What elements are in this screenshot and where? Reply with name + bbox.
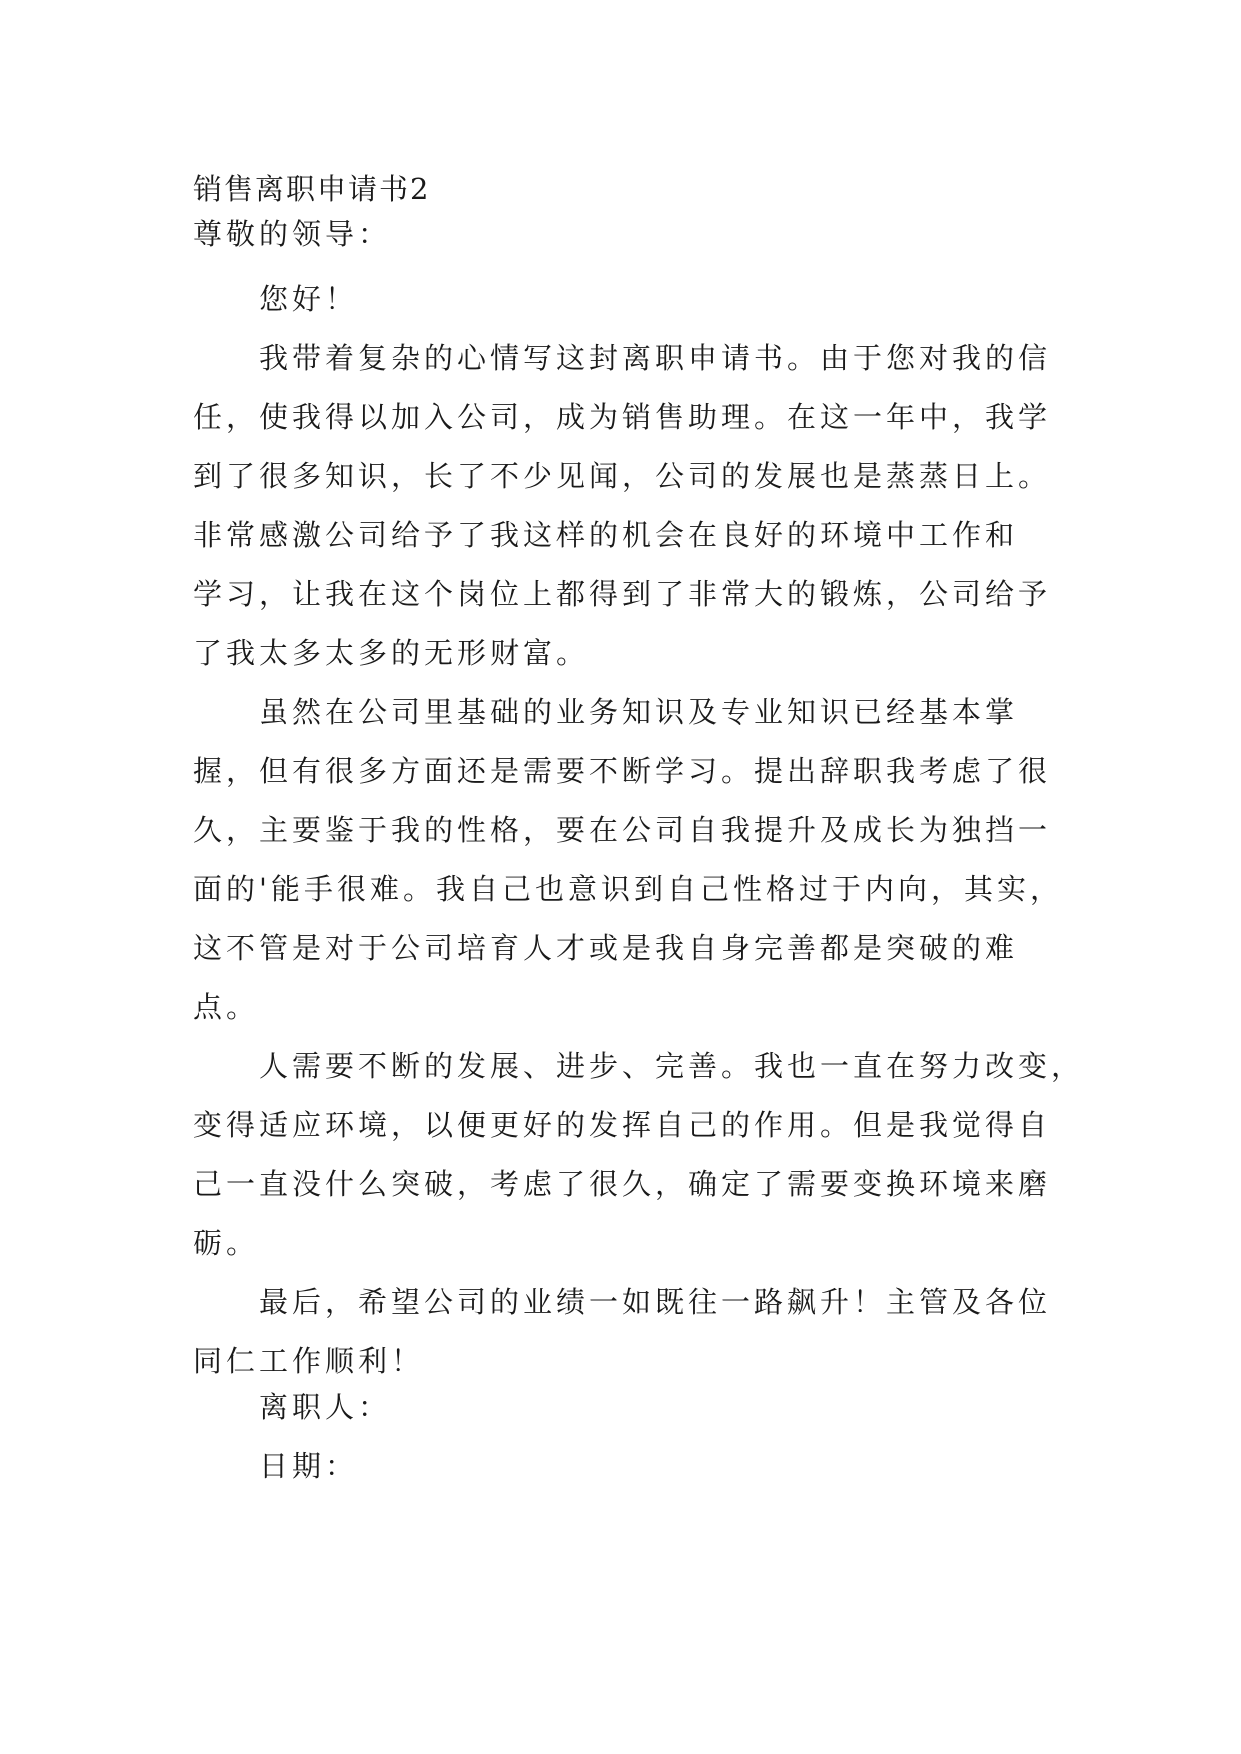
paragraph-2-line-5: 这不管是对于公司培育人才或是我自身完善都是突破的难 xyxy=(193,931,1019,965)
letter-body xyxy=(193,270,1085,1391)
signature-label: 离职人： xyxy=(259,1390,392,1424)
paragraph-2-line-4: 面的'能手很难。我自己也意识到自己性格过于内向，其实， xyxy=(193,872,1063,906)
paragraph-4-line-1: 最后，希望公司的业绩一如既往一路飙升！主管及各位 xyxy=(259,1285,1052,1319)
paragraph-3-line-4: 砺。 xyxy=(193,1226,260,1260)
paragraph-1-line-1: 我带着复杂的心情写这封离职申请书。由于您对我的信 xyxy=(259,341,1052,375)
document-title: 销售离职申请书2 xyxy=(193,172,431,206)
paragraph-3-line-1: 人需要不断的发展、进步、完善。我也一直在努力改变， xyxy=(259,1049,1085,1083)
paragraph-2-line-6: 点。 xyxy=(193,990,260,1024)
paragraph-2-line-3: 久，主要鉴于我的性格，要在公司自我提升及成长为独挡一 xyxy=(193,813,1052,847)
date-label: 日期： xyxy=(259,1449,359,1483)
paragraph-1-line-4: 非常感激公司给予了我这样的机会在良好的环境中工作和 xyxy=(193,518,1019,552)
paragraph-1-line-2: 任，使我得以加入公司，成为销售助理。在这一年中，我学 xyxy=(193,400,1052,434)
paragraph-3-line-2: 变得适应环境，以便更好的发挥自己的作用。但是我觉得自 xyxy=(193,1108,1052,1142)
paragraph-2-line-2: 握，但有很多方面还是需要不断学习。提出辞职我考虑了很 xyxy=(193,754,1052,788)
greeting: 您好！ xyxy=(259,282,359,316)
paragraph-1-line-5: 学习，让我在这个岗位上都得到了非常大的锻炼，公司给予 xyxy=(193,577,1052,611)
paragraph-3-line-3: 己一直没什么突破，考虑了很久，确定了需要变换环境来磨 xyxy=(193,1167,1052,1201)
paragraph-1-line-6: 了我太多太多的无形财富。 xyxy=(193,636,590,670)
paragraph-1-line-3: 到了很多知识，长了不少见闻，公司的发展也是蒸蒸日上。 xyxy=(193,459,1052,493)
salutation: 尊敬的领导： xyxy=(193,217,392,251)
paragraph-2-line-1: 虽然在公司里基础的业务知识及专业知识已经基本掌 xyxy=(259,695,1019,729)
paragraph-4-line-2: 同仁工作顺利！ xyxy=(193,1344,425,1378)
